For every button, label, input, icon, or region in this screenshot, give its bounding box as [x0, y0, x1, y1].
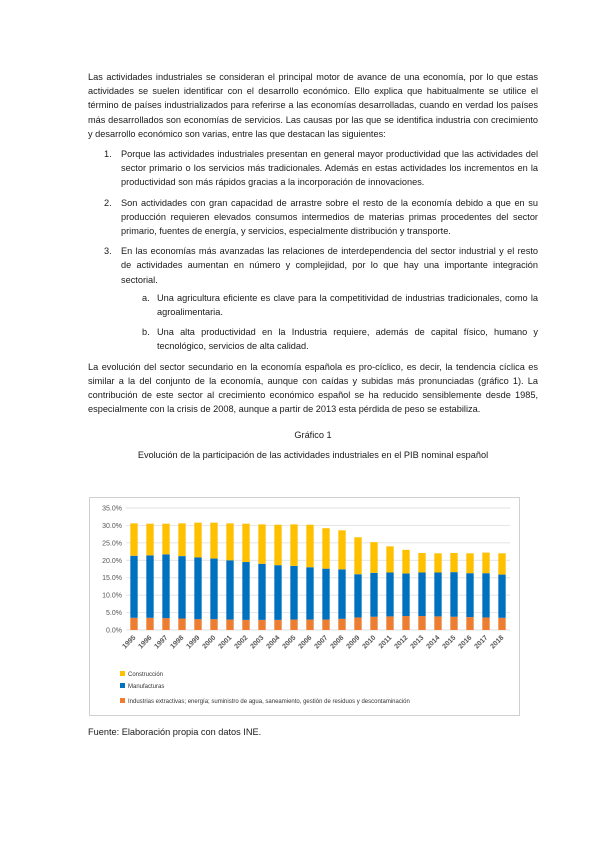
- list-number: 3.: [104, 246, 112, 257]
- y-tick-label: 25.0%: [102, 540, 122, 548]
- x-tick-label: 1998: [169, 634, 186, 651]
- bar-segment: [466, 573, 473, 617]
- bar-segment: [402, 574, 409, 617]
- list-item-text: Porque las actividades industriales presentan en general mayor productividad que las actividades del sector primario o los servicios más tradicionales. Además en estas actividades los incrementos en la productividad son más rápidos gracias a la incorporación de innovaciones.: [121, 149, 538, 188]
- bar-segment: [146, 524, 153, 556]
- list-item: [88, 147, 538, 190]
- bar-segment: [402, 550, 409, 574]
- sub-list-item: [121, 291, 538, 319]
- x-tick-label: 2005: [281, 634, 298, 651]
- x-tick-label: 1995: [121, 634, 138, 651]
- bar-segment: [498, 575, 505, 618]
- bar-segment: [130, 618, 137, 630]
- bar-segment: [162, 554, 169, 618]
- evolution-paragraph: La evolución del sector secundario en la economía española es pro-cíclico, es decir, la tendencia cíclica es similar a la del conjunto de la economía, aunque con caídas y subidas más pronunciadas (gráfico 1). La contribución de este sector al crecimiento económico español se ha reducido sensiblemente desde 1985, especialmente con la crisis de 2008, aunque a partir de 2013 esta pérdida de peso se estabiliza.: [88, 361, 538, 415]
- bar-segment: [498, 618, 505, 630]
- x-tick-label: 2001: [217, 634, 234, 651]
- bar-segment: [274, 565, 281, 620]
- legend-swatch: [120, 671, 125, 676]
- bar-segment: [418, 616, 425, 630]
- bar-segment: [434, 553, 441, 572]
- bar-segment: [130, 556, 137, 618]
- x-tick-label: 2007: [313, 634, 330, 651]
- stacked-bar-chart: [90, 498, 519, 715]
- figure-label: Gráfico 1: [294, 430, 332, 441]
- sub-list-item-text: Una agricultura eficiente es clave para la competitividad de industrias tradicionales, como la agroalimentaria.: [157, 292, 538, 318]
- bar-segment: [290, 566, 297, 620]
- bar-segment: [178, 523, 185, 556]
- y-tick-label: 30.0%: [102, 522, 122, 530]
- bar-segment: [386, 546, 393, 572]
- bar-segment: [434, 572, 441, 616]
- y-tick-label: 20.0%: [102, 557, 122, 565]
- bar-segment: [274, 620, 281, 630]
- intro-paragraph: Las actividades industriales se consideran el principal motor de avance de una economía, por lo que estas actividades se suelen identificar con el desarrollo económico. Ello explica que habitualmente se utilice el término de países industrializados para referirse a las economías desarrolladas, cuando en verdad los países más desarrollados son economías de servicios. Las causas por las que se identifica industria con crecimiento y desarrollo económico son varias, entre las que destacan las siguientes:: [88, 72, 538, 139]
- legend-label: Industrias extractivas; energía; suministro de agua, saneamiento, gestión de residuos y descontaminación: [128, 699, 410, 705]
- causes-list: [88, 147, 538, 354]
- bar-segment: [322, 569, 329, 620]
- bar-segment: [162, 618, 169, 630]
- bar-segment: [242, 524, 249, 562]
- bar-segment: [194, 523, 201, 558]
- y-tick-label: 0.0%: [106, 627, 122, 635]
- bar-segment: [306, 567, 313, 619]
- x-tick-label: 2008: [329, 634, 346, 651]
- bar-segment: [306, 620, 313, 630]
- x-tick-label: 2018: [489, 634, 506, 651]
- legend-label: Manufacturas: [128, 684, 165, 690]
- bar-segment: [210, 523, 217, 559]
- bar-segment: [178, 556, 185, 618]
- bar-segment: [306, 525, 313, 568]
- x-tick-label: 2011: [377, 634, 394, 651]
- bar-segment: [466, 617, 473, 630]
- bar-segment: [370, 617, 377, 630]
- bar-segment: [290, 524, 297, 565]
- chart-frame: [89, 497, 520, 716]
- y-tick-label: 5.0%: [106, 610, 122, 618]
- bar-segment: [226, 523, 233, 560]
- y-tick-label: 35.0%: [102, 505, 122, 513]
- bar-segment: [210, 619, 217, 630]
- x-tick-label: 2000: [201, 634, 218, 651]
- sub-list-item-text: Una alta productividad en la Industria requiere, además de capital físico, humano y tecnológico, servicios de alta calidad.: [157, 327, 538, 352]
- list-item-text: En las economías más avanzadas las relaciones de interdependencia del sector industrial y el resto de actividades aumentan en número y complejidad, por lo que hay una importante integración sectorial.: [121, 246, 538, 285]
- bar-segment: [210, 559, 217, 620]
- bar-segment: [434, 616, 441, 630]
- y-tick-label: 15.0%: [102, 575, 122, 583]
- bar-segment: [450, 553, 457, 572]
- list-item: [88, 244, 538, 353]
- x-tick-label: 2016: [457, 634, 474, 651]
- y-tick-label: 10.0%: [102, 592, 122, 600]
- bar-segment: [178, 618, 185, 630]
- x-tick-label: 2002: [233, 634, 250, 651]
- bar-segment: [258, 620, 265, 630]
- list-number: 2.: [104, 197, 112, 208]
- bar-segment: [258, 524, 265, 563]
- figure-title: Evolución de la participación de las actividades industriales en el PIB nominal español: [137, 450, 489, 461]
- bar-segment: [322, 528, 329, 568]
- bar-segment: [242, 562, 249, 620]
- bar-segment: [482, 573, 489, 617]
- sub-list-letter: b.: [142, 327, 150, 338]
- bar-segment: [498, 553, 505, 574]
- bar-segment: [338, 619, 345, 630]
- bar-segment: [450, 617, 457, 630]
- bar-segment: [370, 542, 377, 573]
- x-tick-label: 2012: [393, 634, 410, 651]
- bar-segment: [274, 525, 281, 565]
- bar-segment: [418, 553, 425, 573]
- bar-segment: [354, 574, 361, 617]
- bar-segment: [418, 572, 425, 616]
- bar-segment: [482, 617, 489, 630]
- bar-segment: [450, 572, 457, 617]
- bar-segment: [482, 553, 489, 574]
- x-tick-label: 2006: [297, 634, 314, 651]
- figure-source: Fuente: Elaboración propia con datos INE.: [88, 727, 262, 737]
- bar-segment: [242, 620, 249, 630]
- bar-segment: [162, 524, 169, 555]
- bar-segment: [146, 618, 153, 630]
- bar-segment: [466, 553, 473, 573]
- x-tick-label: 2009: [345, 634, 362, 651]
- x-tick-label: 2013: [409, 634, 426, 651]
- bar-segment: [194, 557, 201, 619]
- x-tick-label: 2010: [361, 634, 378, 651]
- document-body: [88, 70, 538, 462]
- bar-segment: [226, 560, 233, 619]
- list-item-text: Son actividades con gran capacidad de arrastre sobre el resto de la economía debido a que en su producción requieren elevados consumos intermedios de materias primas procedentes del sector primario, fuentes de energía, y servicios, especialmente distribución y transporte.: [121, 197, 538, 237]
- bar-segment: [194, 619, 201, 630]
- sub-list-item: [121, 325, 538, 353]
- x-tick-label: 2014: [425, 634, 442, 651]
- sub-list: [121, 291, 538, 354]
- bar-segment: [322, 620, 329, 630]
- bar-segment: [354, 617, 361, 630]
- bar-segment: [338, 569, 345, 618]
- bar-segment: [146, 555, 153, 617]
- legend-label: Construcción: [128, 672, 164, 678]
- bar-segment: [402, 616, 409, 630]
- bar-segment: [258, 564, 265, 620]
- bar-segment: [386, 572, 393, 616]
- x-tick-label: 1999: [185, 634, 202, 651]
- x-tick-label: 2003: [249, 634, 266, 651]
- bar-segment: [130, 523, 137, 555]
- bar-segment: [290, 620, 297, 630]
- list-item: [88, 196, 538, 239]
- x-tick-label: 2004: [265, 634, 282, 651]
- bar-segment: [226, 620, 233, 630]
- x-tick-label: 2015: [441, 634, 458, 651]
- legend-swatch: [120, 698, 125, 703]
- x-tick-label: 1996: [137, 634, 154, 651]
- x-tick-label: 2017: [473, 634, 490, 651]
- bar-segment: [338, 530, 345, 569]
- bar-segment: [354, 537, 361, 574]
- legend-swatch: [120, 683, 125, 688]
- sub-list-letter: a.: [142, 292, 150, 303]
- bar-segment: [386, 616, 393, 630]
- bar-segment: [370, 573, 377, 617]
- x-tick-label: 1997: [153, 634, 170, 651]
- list-number: 1.: [104, 149, 112, 160]
